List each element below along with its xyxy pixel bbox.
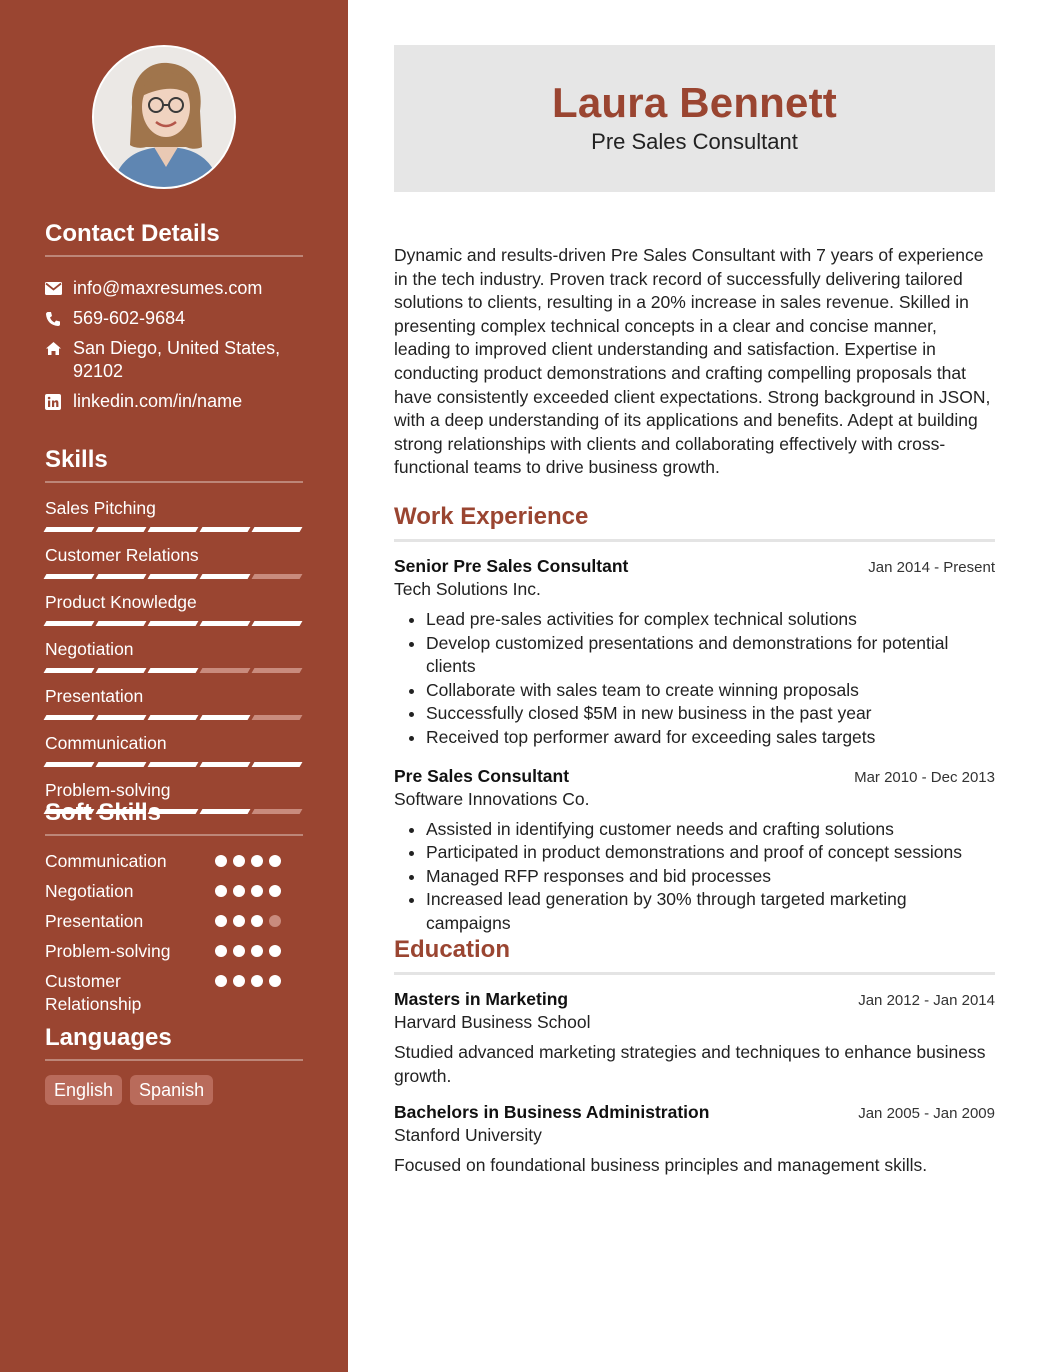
skill-level-segment bbox=[148, 527, 199, 532]
job-bullet: • Increased lead generation by 30% through targeted marketing campaigns bbox=[426, 888, 995, 935]
soft-skill-dot bbox=[233, 885, 245, 897]
experience-heading: Work Experience bbox=[394, 503, 995, 542]
skill-level-segment bbox=[252, 762, 303, 767]
skill-level-bar bbox=[45, 668, 303, 673]
soft-skill-dot bbox=[269, 855, 281, 867]
languages-heading: Languages bbox=[45, 1024, 303, 1061]
skills-list bbox=[45, 497, 303, 814]
candidate-role: Pre Sales Consultant bbox=[591, 129, 798, 154]
degree-dates: Jan 2012 - Jan 2014 bbox=[858, 992, 995, 1009]
soft-skill-dot bbox=[269, 975, 281, 987]
job-bullet: • Collaborate with sales team to create winning proposals bbox=[426, 679, 995, 703]
skill-level-bar bbox=[45, 621, 303, 626]
skill-name: Problem-solving bbox=[45, 780, 171, 800]
skill-level-segment bbox=[148, 762, 199, 767]
school-name: Harvard Business School bbox=[394, 1012, 591, 1032]
contact-email-text: info@maxresumes.com bbox=[73, 278, 263, 298]
skill-level-segment bbox=[96, 668, 147, 673]
job-bullet: • Managed RFP responses and bid processes bbox=[426, 865, 995, 889]
skill-name: Product Knowledge bbox=[45, 592, 197, 612]
soft-skill-dot bbox=[251, 885, 263, 897]
soft-skill-dot bbox=[233, 945, 245, 957]
language-chip: English bbox=[45, 1075, 122, 1105]
soft-skill-dots bbox=[215, 850, 281, 867]
education-section bbox=[394, 936, 995, 1178]
job-bullet: • Received top performer award for exceeding sales targets bbox=[426, 726, 995, 750]
skill-name: Customer Relations bbox=[45, 545, 199, 565]
soft-skill-row bbox=[45, 880, 303, 903]
job-bullets bbox=[394, 818, 995, 936]
skill-level-segment bbox=[200, 574, 251, 579]
skill-level-segment bbox=[200, 668, 251, 673]
contact-section bbox=[45, 220, 303, 420]
degree-description: Focused on foundational business principles and management skills. bbox=[394, 1155, 928, 1176]
home-icon bbox=[45, 337, 73, 360]
language-chip: Spanish bbox=[130, 1075, 213, 1105]
soft-skill-dot bbox=[215, 915, 227, 927]
job-company: Tech Solutions Inc. bbox=[394, 579, 541, 599]
soft-skill-name: Customer Relationship bbox=[45, 971, 142, 1014]
soft-skills-list bbox=[45, 850, 303, 1016]
soft-skill-dots bbox=[215, 880, 281, 897]
soft-skill-name: Problem-solving bbox=[45, 941, 171, 961]
contact-phone-text: 569-602-9684 bbox=[73, 308, 186, 328]
languages-list bbox=[45, 1075, 303, 1105]
soft-skill-name: Communication bbox=[45, 851, 167, 871]
contact-address bbox=[45, 337, 303, 383]
skill-level-segment bbox=[96, 527, 147, 532]
soft-skill-row bbox=[45, 940, 303, 963]
soft-skill-dot bbox=[269, 945, 281, 957]
skills-heading: Skills bbox=[45, 446, 303, 483]
soft-skill-dot bbox=[233, 975, 245, 987]
skill-level-segment bbox=[96, 715, 147, 720]
skill-name: Communication bbox=[45, 733, 167, 753]
skill-level-segment bbox=[44, 762, 95, 767]
soft-skill-name: Negotiation bbox=[45, 881, 134, 901]
soft-skill-row bbox=[45, 850, 303, 873]
phone-icon bbox=[45, 307, 73, 330]
skill-level-segment bbox=[44, 574, 95, 579]
candidate-name: Laura Bennett bbox=[552, 79, 837, 126]
soft-skill-dot bbox=[251, 855, 263, 867]
education-entry bbox=[394, 1102, 995, 1178]
soft-skill-dot bbox=[215, 945, 227, 957]
sidebar bbox=[0, 0, 348, 1372]
soft-skill-dot bbox=[215, 855, 227, 867]
soft-skill-dot bbox=[215, 885, 227, 897]
skill-level-segment bbox=[44, 527, 95, 532]
skill-level-bar bbox=[45, 762, 303, 767]
skill-row bbox=[45, 685, 303, 720]
job-entry bbox=[394, 556, 995, 750]
skill-level-segment bbox=[44, 668, 95, 673]
soft-skill-dot bbox=[251, 975, 263, 987]
soft-skill-dots bbox=[215, 940, 281, 957]
soft-skill-dot bbox=[233, 915, 245, 927]
skill-level-bar bbox=[45, 527, 303, 532]
contact-linkedin[interactable] bbox=[45, 390, 303, 413]
soft-skill-dot bbox=[251, 915, 263, 927]
soft-skill-dot bbox=[215, 975, 227, 987]
skill-row bbox=[45, 732, 303, 767]
skills-section bbox=[45, 446, 303, 826]
contact-phone[interactable] bbox=[45, 307, 303, 330]
skill-level-segment bbox=[200, 715, 251, 720]
job-dates: Mar 2010 - Dec 2013 bbox=[854, 768, 995, 786]
contact-heading: Contact Details bbox=[45, 220, 303, 257]
skill-level-segment bbox=[96, 762, 147, 767]
email-icon bbox=[45, 277, 73, 300]
skill-level-segment bbox=[252, 715, 303, 720]
skill-row bbox=[45, 497, 303, 532]
summary-section bbox=[394, 244, 995, 480]
languages-section bbox=[45, 1024, 303, 1105]
job-title: Pre Sales Consultant bbox=[394, 765, 570, 786]
skill-row bbox=[45, 591, 303, 626]
degree-title: Bachelors in Business Administration bbox=[394, 1102, 710, 1123]
skill-level-segment bbox=[44, 621, 95, 626]
skill-row bbox=[45, 638, 303, 673]
soft-skill-dot bbox=[251, 945, 263, 957]
skill-level-segment bbox=[200, 762, 251, 767]
soft-skill-row bbox=[45, 970, 303, 1016]
avatar bbox=[92, 45, 236, 189]
job-bullet: • Successfully closed $5M in new business in the past year bbox=[426, 702, 995, 726]
job-bullet: • Lead pre-sales activities for complex technical solutions bbox=[426, 608, 995, 632]
school-name: Stanford University bbox=[394, 1125, 542, 1146]
skill-level-bar bbox=[45, 715, 303, 720]
skill-name: Negotiation bbox=[45, 639, 134, 659]
education-entry bbox=[394, 989, 995, 1088]
profile-photo-icon bbox=[94, 47, 236, 189]
job-bullet: • Assisted in identifying customer needs and crafting solutions bbox=[426, 818, 995, 842]
skill-level-segment bbox=[148, 715, 199, 720]
job-title: Senior Pre Sales Consultant bbox=[394, 556, 629, 576]
skill-row bbox=[45, 544, 303, 579]
soft-skills-heading: Soft Skills bbox=[45, 799, 303, 836]
linkedin-icon bbox=[45, 390, 73, 413]
degree-title: Masters in Marketing bbox=[394, 989, 569, 1009]
soft-skill-dot bbox=[269, 915, 281, 927]
skill-level-segment bbox=[148, 621, 199, 626]
soft-skill-row bbox=[45, 910, 303, 933]
resume-header bbox=[394, 45, 995, 192]
skill-name: Sales Pitching bbox=[45, 498, 156, 518]
skill-level-segment bbox=[44, 715, 95, 720]
skill-level-segment bbox=[148, 668, 199, 673]
skill-level-segment bbox=[148, 574, 199, 579]
skill-level-segment bbox=[252, 668, 303, 673]
soft-skills-section bbox=[45, 799, 303, 1023]
contact-linkedin-text: linkedin.com/in/name bbox=[73, 391, 243, 411]
skill-level-segment bbox=[96, 621, 147, 626]
skill-level-segment bbox=[252, 621, 303, 626]
job-dates: Jan 2014 - Present bbox=[868, 559, 995, 576]
skill-name: Presentation bbox=[45, 686, 144, 706]
degree-dates: Jan 2005 - Jan 2009 bbox=[858, 1105, 995, 1123]
summary-text: Dynamic and results-driven Pre Sales Consultant with 7 years of experience in the tech industry. Proven track record of successfully delivering tailored solutions to clients, resulting in a 20% increase in sales revenue. Skilled in presenting complex technical concepts in a clear and concise manner, leading to improved client understanding and satisfaction. Expertise in conducting product demonstrations and crafting compelling proposals that have consistently exceeded client expectations. Strong background in JSON, with a deep understanding of its applications and benefits. Adept at building strong relationships with clients and collaborating effectively with cross-functional teams to drive business growth. bbox=[394, 245, 991, 478]
soft-skill-dot bbox=[233, 855, 245, 867]
skill-level-segment bbox=[252, 527, 303, 532]
skill-level-segment bbox=[200, 621, 251, 626]
job-entry bbox=[394, 766, 995, 936]
soft-skill-dot bbox=[269, 885, 281, 897]
job-company: Software Innovations Co. bbox=[394, 788, 590, 809]
soft-skill-name: Presentation bbox=[45, 911, 144, 931]
skill-level-segment bbox=[200, 527, 251, 532]
job-bullets bbox=[394, 608, 995, 750]
experience-section bbox=[394, 503, 995, 936]
soft-skill-dots bbox=[215, 910, 281, 927]
soft-skill-dots bbox=[215, 970, 281, 987]
skill-level-segment bbox=[252, 574, 303, 579]
degree-description: Studied advanced marketing strategies and techniques to enhance business growth. bbox=[394, 1042, 986, 1086]
job-bullet: • Develop customized presentations and demonstrations for potential clients bbox=[426, 632, 995, 679]
job-bullet: • Participated in product demonstrations and proof of concept sessions bbox=[426, 841, 995, 865]
contact-email[interactable] bbox=[45, 277, 303, 300]
education-heading: Education bbox=[394, 936, 995, 975]
skill-level-segment bbox=[96, 574, 147, 579]
contact-address-text: San Diego, United States, 92102 bbox=[73, 338, 281, 381]
skill-level-bar bbox=[45, 574, 303, 579]
